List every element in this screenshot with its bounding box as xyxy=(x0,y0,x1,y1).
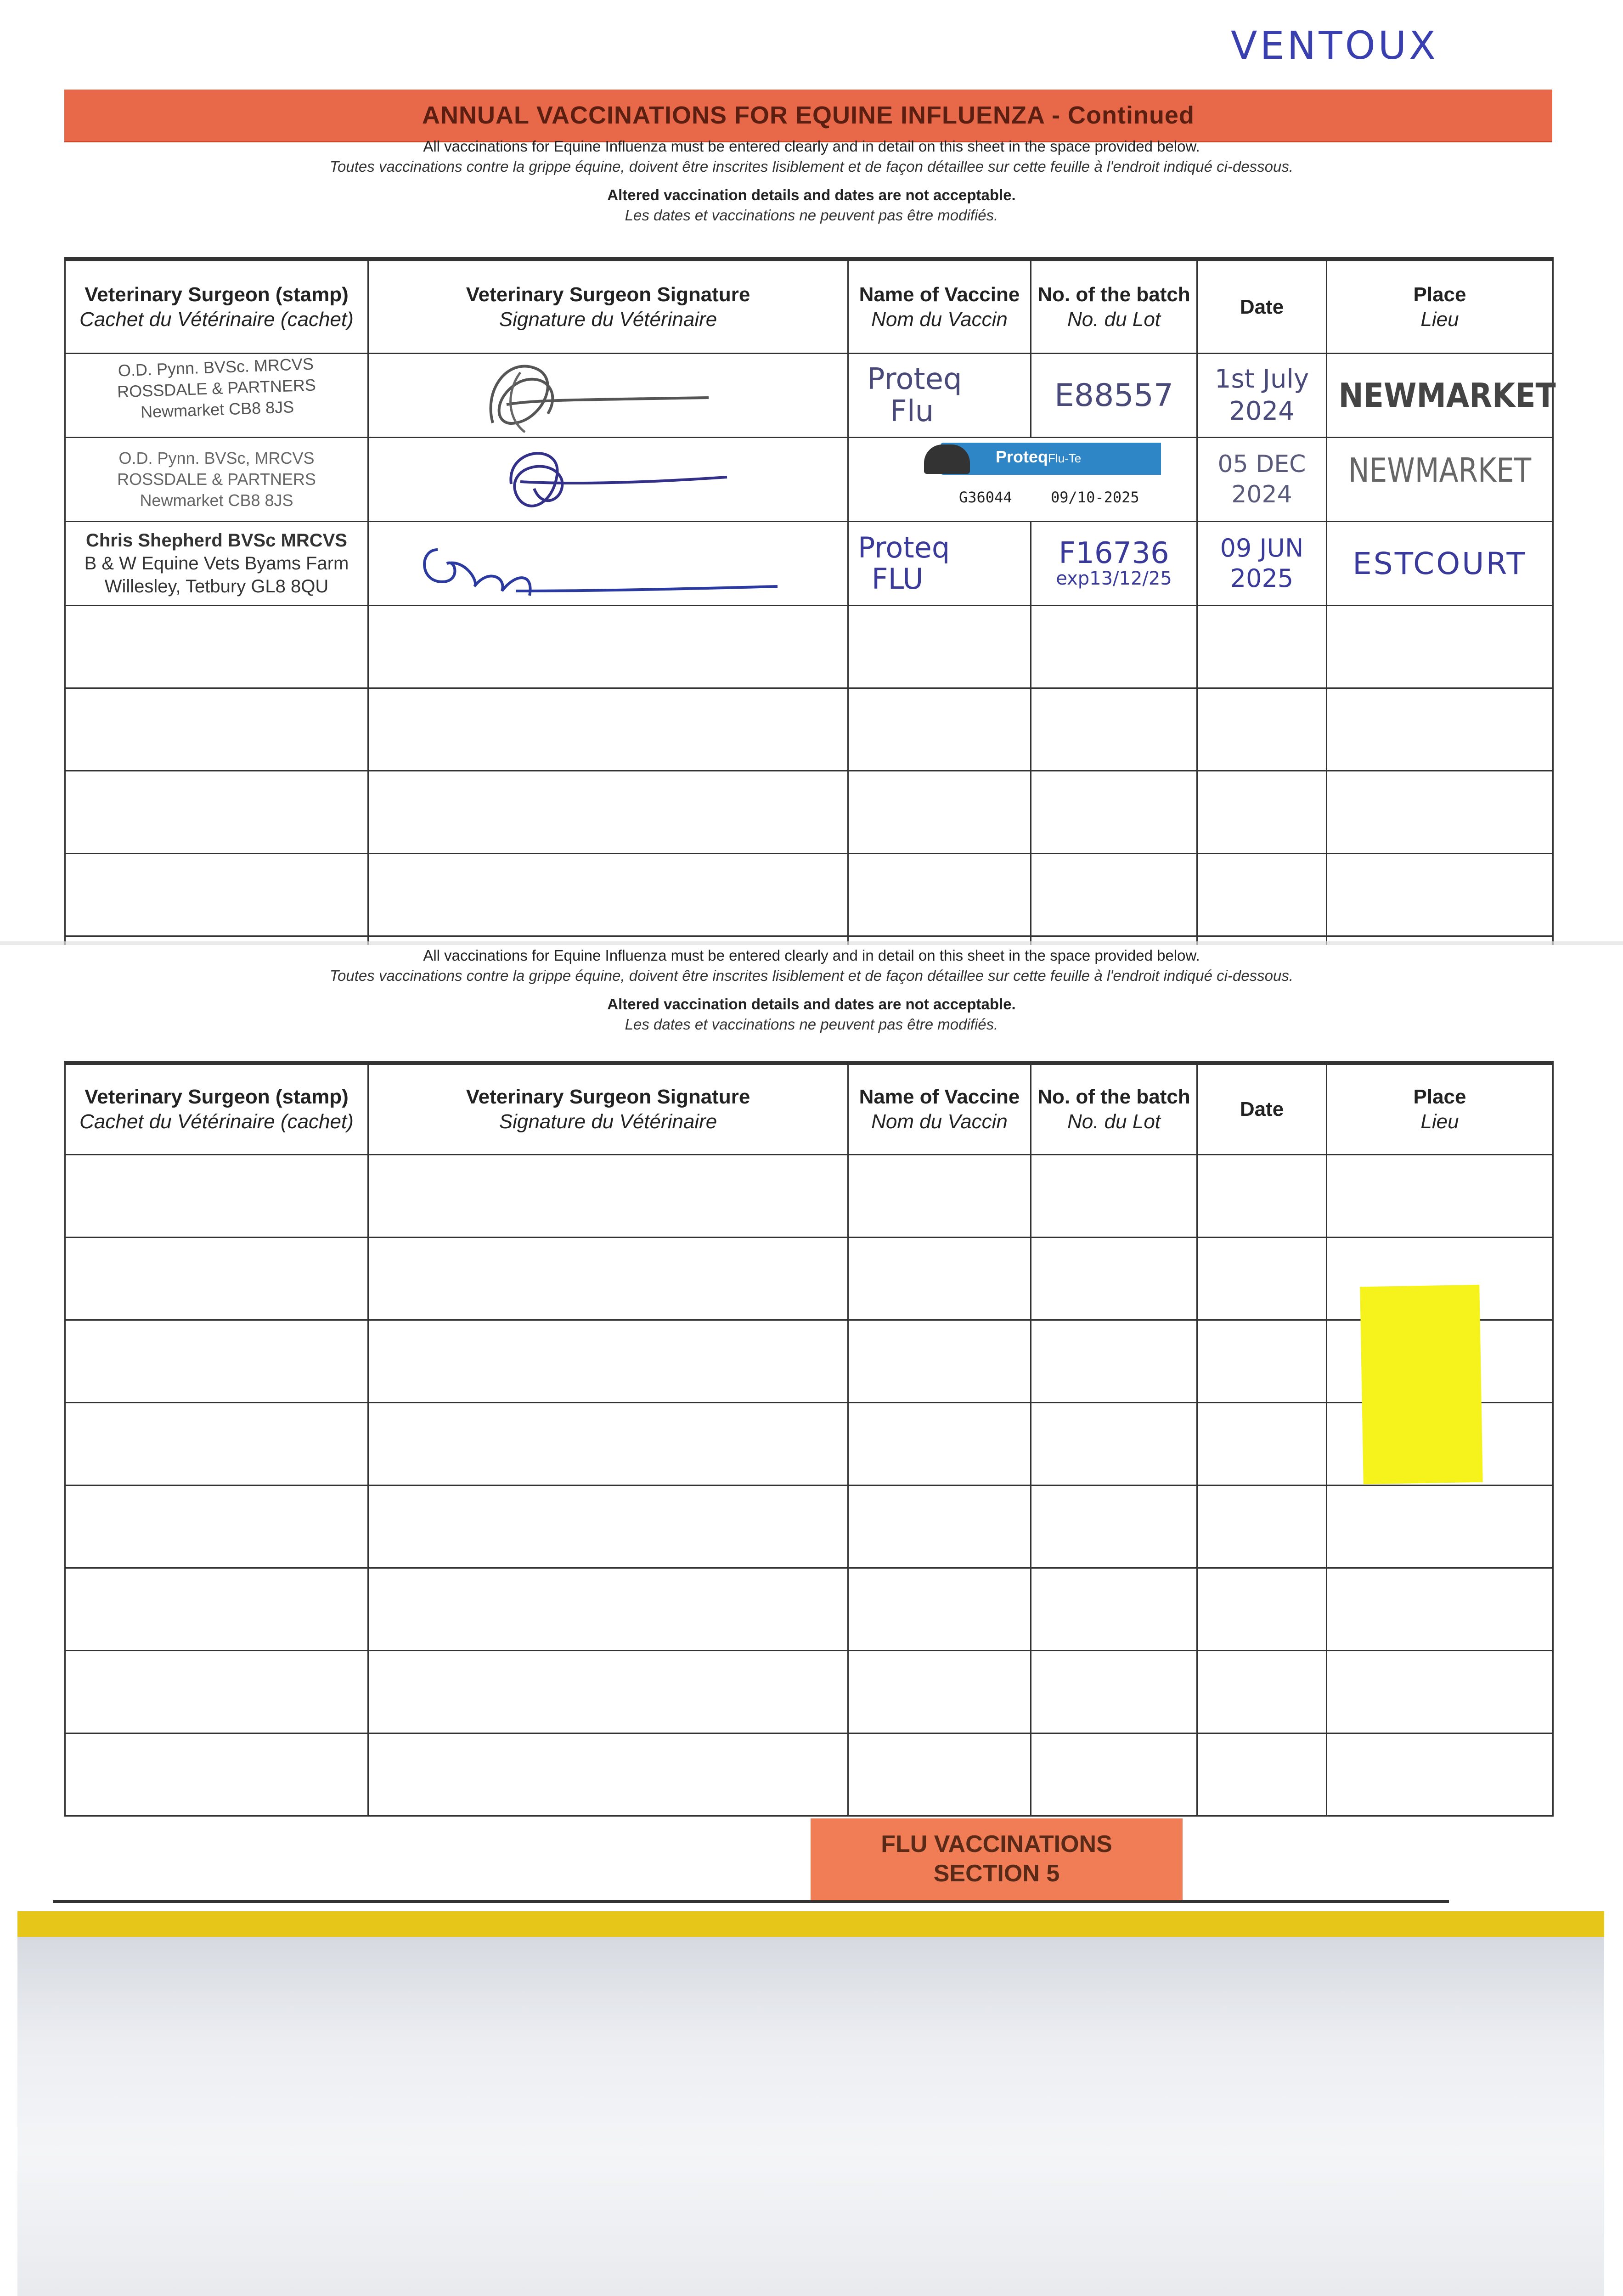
table-row xyxy=(65,354,1553,438)
banner-title: ANNUAL VACCINATIONS FOR EQUINE INFLUENZA - Continued xyxy=(422,101,1195,129)
col-stamp-header: Veterinary Surgeon (stamp) Cachet du Vétérinaire (cachet) xyxy=(65,259,368,354)
signature-cell xyxy=(368,354,848,438)
col-batch-header: No. of the batch No. du Lot xyxy=(1031,259,1197,354)
top-handwritten-note: VENTOUX xyxy=(1231,23,1438,68)
place-stamp: NEWMARKET xyxy=(1348,451,1532,490)
warning-line-en: Altered vaccination details and dates are not acceptable. xyxy=(607,996,1016,1013)
batch-cell xyxy=(1031,522,1197,606)
stamp-cell xyxy=(65,522,368,606)
signature-drawing xyxy=(369,438,849,521)
vaccine-name-line: Proteq xyxy=(858,531,950,564)
table-header-row xyxy=(65,1063,1553,1155)
table-row xyxy=(65,438,1553,522)
table-row-empty xyxy=(65,1155,1553,1238)
batch-cell xyxy=(1031,354,1197,438)
vaccine-name-line: Proteq xyxy=(867,362,962,396)
place-stamp: NEWMARKET xyxy=(1338,376,1556,415)
footer-rule xyxy=(53,1900,1449,1903)
date-cell xyxy=(1197,354,1327,438)
warning-line-fr: Les dates et vaccinations ne peuvent pas être modifiés. xyxy=(625,1016,998,1033)
table-row-empty xyxy=(65,771,1553,854)
table-row-empty xyxy=(65,1733,1553,1816)
sticker-lot: G36044 xyxy=(959,489,1012,506)
warning-line-en: Altered vaccination details and dates are not acceptable. xyxy=(607,186,1016,203)
vaccine-name-line: Flu xyxy=(890,394,934,428)
date-line: 2024 xyxy=(1231,481,1292,508)
stamp-cell xyxy=(65,438,368,522)
date-cell xyxy=(1197,438,1327,522)
table-row-empty xyxy=(65,606,1553,688)
table-row xyxy=(65,522,1553,606)
stamp-line: Willesley, Tetbury GL8 8QU xyxy=(104,576,329,597)
yellow-highlight-tab xyxy=(1360,1285,1482,1484)
date-cell xyxy=(1197,522,1327,606)
table-row-empty xyxy=(65,854,1553,936)
table-row-empty xyxy=(65,1238,1553,1320)
sticker-suffix: Flu-Te xyxy=(1048,451,1082,465)
col-vaccine-header: Name of Vaccine Nom du Vaccin xyxy=(848,1063,1031,1155)
table-row-empty xyxy=(65,1568,1553,1651)
table-row-empty xyxy=(65,1403,1553,1486)
vaccine-name-line: FLU xyxy=(872,562,924,596)
date-line: 2024 xyxy=(1229,396,1295,426)
signature-cell xyxy=(368,438,848,522)
scan-backing xyxy=(17,1937,1604,2296)
section-tab xyxy=(811,1818,1183,1900)
signature-cell xyxy=(368,522,848,606)
place-cell xyxy=(1327,438,1553,522)
col-batch-header: No. of the batch No. du Lot xyxy=(1031,1063,1197,1155)
col-date-header: Date xyxy=(1197,1063,1327,1155)
vaccine-cell xyxy=(848,522,1031,606)
table-row-empty xyxy=(65,1320,1553,1403)
col-signature-header: Veterinary Surgeon Signature Signature du Vétérinaire xyxy=(368,259,848,354)
instructions-bottom xyxy=(0,945,1623,1033)
stamp-line: O.D. Pynn. BVSc, MRCVS xyxy=(118,449,315,467)
section-tab-line: SECTION 5 xyxy=(933,1860,1060,1887)
col-place-header: Place Lieu xyxy=(1327,1063,1553,1155)
table-row-empty xyxy=(65,1651,1553,1733)
date-line: 09 JUN xyxy=(1220,534,1304,563)
vaccination-table-top xyxy=(64,257,1554,951)
warning-line-fr: Les dates et vaccinations ne peuvent pas être modifiés. xyxy=(625,207,998,224)
vaccine-sticker-label xyxy=(941,443,1161,475)
vaccine-label-cell xyxy=(848,438,1197,522)
instruction-line-fr: Toutes vaccinations contre la grippe équine, doivent être inscrites lisiblement et de façon détaillee sur cette feuille à l'endroit indiqué ci-dessous. xyxy=(329,967,1294,984)
col-place-header: Place Lieu xyxy=(1327,259,1553,354)
instruction-line-fr: Toutes vaccinations contre la grippe équine, doivent être inscrites lisiblement et de façon détaillee sur cette feuille à l'endroit indiqué ci-dessous. xyxy=(329,158,1294,175)
stamp-line: Newmarket CB8 8JS xyxy=(140,397,294,422)
table-header-row xyxy=(65,259,1553,354)
col-signature-header: Veterinary Surgeon Signature Signature du Vétérinaire xyxy=(368,1063,848,1155)
signature-drawing xyxy=(369,354,849,437)
section-tab-line: FLU VACCINATIONS xyxy=(881,1831,1112,1857)
col-stamp-header: Veterinary Surgeon (stamp) Cachet du Vétérinaire (cachet) xyxy=(65,1063,368,1155)
col-date-header: Date xyxy=(1197,259,1327,354)
instruction-line-en: All vaccinations for Equine Influenza must be entered clearly and in detail on this sheet in the space provided below. xyxy=(423,138,1200,155)
stamp-line: Newmarket CB8 8JS xyxy=(140,491,293,510)
stamp-line: ROSSDALE & PARTNERS xyxy=(117,375,316,401)
stamp-line: O.D. Pynn. BVSc. MRCVS xyxy=(118,354,314,380)
stamp-line: ROSSDALE & PARTNERS xyxy=(117,470,316,489)
place-cell xyxy=(1327,354,1556,438)
sticker-exp: 09/10-2025 xyxy=(1051,489,1139,506)
sticker-brand: Proteq xyxy=(996,447,1048,466)
instruction-line-en: All vaccinations for Equine Influenza must be entered clearly and in detail on this sheet in the space provided below. xyxy=(423,947,1200,964)
signature-drawing xyxy=(369,522,849,605)
batch-expiry: exp13/12/25 xyxy=(1056,568,1172,589)
col-vaccine-header: Name of Vaccine Nom du Vaccin xyxy=(848,259,1031,354)
stamp-line: Chris Shepherd BVSc MRCVS xyxy=(85,530,347,551)
batch-number: F16736 xyxy=(1059,536,1169,570)
instructions-top xyxy=(0,138,1623,224)
yellow-page-edge xyxy=(17,1911,1604,1937)
place-handwritten: ESTCOURT xyxy=(1352,546,1527,581)
stamp-cell xyxy=(65,354,368,438)
title-banner xyxy=(64,90,1552,142)
place-cell xyxy=(1327,522,1553,606)
batch-number: E88557 xyxy=(1054,377,1174,414)
table-row-empty xyxy=(65,1486,1553,1568)
date-line: 2025 xyxy=(1230,564,1294,593)
stamp-line: B & W Equine Vets Byams Farm xyxy=(84,553,349,574)
vial-icon xyxy=(924,445,970,474)
vaccination-table-bottom xyxy=(64,1061,1554,1817)
vaccine-cell xyxy=(848,354,1031,438)
table-row-empty xyxy=(65,688,1553,771)
date-line: 05 DEC xyxy=(1217,450,1306,478)
date-line: 1st July xyxy=(1214,364,1309,394)
